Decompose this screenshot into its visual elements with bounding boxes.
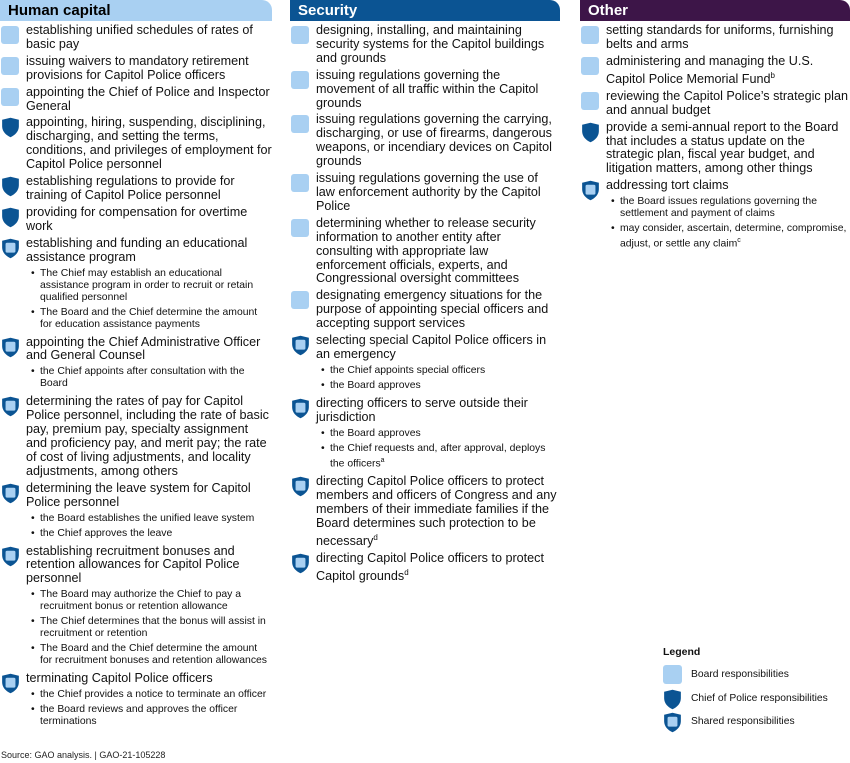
sub-item-text: the Chief appoints after consultation with the Board <box>40 366 245 390</box>
responsibility-text <box>26 24 272 52</box>
responsibility-text <box>316 69 560 111</box>
sub-item <box>26 513 272 525</box>
responsibility-item <box>290 172 560 214</box>
responsibility-text <box>316 552 560 584</box>
shared-shield-icon <box>291 335 310 356</box>
responsibility-text-body: determining the rates of pay for Capitol Police personnel, including the rate of basic pay, premium pay, specialty assignment and proficiency pay, and merit pay; the rate of cost of living adjustments, and locality adjustments, among others <box>26 394 269 478</box>
responsibility-item <box>290 217 560 287</box>
responsibility-text-body: issuing regulations governing the use of law enforcement authority by the Capitol Police <box>316 171 541 213</box>
sub-item-text: The Chief may establish an educational assistance program in order to recruit or retain qualified personnel <box>40 267 254 303</box>
sub-item-list <box>26 513 272 540</box>
responsibility-text-body: issuing waivers to mandatory retirement provisions for Capitol Police officers <box>26 53 249 82</box>
responsibility-text <box>316 397 560 425</box>
responsibility-text-body: providing for compensation for overtime work <box>26 204 248 233</box>
responsibility-item <box>0 336 272 391</box>
responsibility-text-body: reviewing the Capitol Police’s strategic plan and annual budget <box>606 88 848 117</box>
shared-shield-icon <box>1 238 20 259</box>
responsibility-text-body: directing Capitol Police officers to protect members and officers of Congress and any members of their immediate families if the Board determines such protection to be necessary <box>316 474 557 548</box>
responsibility-text <box>606 24 850 52</box>
sub-item-list <box>316 428 560 470</box>
sub-item <box>26 528 272 540</box>
sub-item-text: the Board reviews and approves the officer terminations <box>40 704 238 728</box>
sub-item-text: the Board approves <box>330 379 421 391</box>
footnote-marker: b <box>770 70 775 80</box>
responsibility-item <box>290 113 560 169</box>
responsibility-item <box>290 397 560 470</box>
legend <box>663 646 848 736</box>
sub-item-text: the Chief approves the leave <box>40 527 173 539</box>
board-square-icon <box>581 57 599 75</box>
sub-item-list <box>26 366 272 390</box>
responsibility-text <box>316 334 560 362</box>
legend-row-board <box>663 665 848 689</box>
responsibility-text-body: addressing tort claims <box>606 178 729 193</box>
responsibility-text <box>26 336 272 364</box>
responsibility-item <box>290 552 560 584</box>
board-square-icon <box>1 88 19 106</box>
shared-shield-icon <box>1 337 20 358</box>
responsibility-text <box>316 172 560 214</box>
responsibility-text <box>26 116 272 172</box>
sub-item-list <box>316 365 560 392</box>
sub-item <box>316 365 560 377</box>
responsibility-item <box>0 116 272 172</box>
responsibility-text <box>606 179 850 193</box>
responsibility-item <box>0 86 272 114</box>
responsibility-text-body: establishing regulations to provide for training of Capitol Police personnel <box>26 174 235 202</box>
responsibility-text-body: administering and managing the U.S. Capitol Police Memorial Fund <box>606 53 814 86</box>
responsibility-item <box>290 475 560 549</box>
responsibility-text <box>316 289 560 331</box>
chief-shield-icon <box>1 176 20 197</box>
chief-shield-icon <box>1 117 20 138</box>
responsibility-text <box>26 175 272 203</box>
shared-shield-icon <box>663 712 682 738</box>
board-square-icon <box>291 71 309 89</box>
sub-item <box>26 616 272 640</box>
responsibility-text <box>316 113 560 169</box>
sub-item-text: The Board and the Chief determine the amount for recruitment bonuses and retention allowances <box>40 643 267 667</box>
column-header-security: Security <box>290 0 560 21</box>
responsibility-item <box>0 175 272 203</box>
board-square-icon <box>581 26 599 44</box>
sub-item <box>26 689 272 701</box>
responsibility-text <box>606 121 850 177</box>
responsibility-item <box>290 334 560 392</box>
footnote-marker: d <box>373 532 378 542</box>
responsibility-text <box>26 672 272 686</box>
sub-item-text: the Board establishes the unified leave system <box>40 512 255 524</box>
column-other <box>580 0 850 256</box>
legend-row-chief <box>663 689 848 713</box>
legend-label-shared: Shared responsibilities <box>691 716 795 727</box>
responsibility-text-body: establishing unified schedules of rates of basic pay <box>26 23 253 51</box>
sub-item <box>316 443 560 470</box>
responsibility-item <box>0 55 272 83</box>
responsibility-item <box>290 24 560 66</box>
legend-label-board: Board responsibilities <box>691 669 789 680</box>
legend-label-chief: Chief of Police responsibilities <box>691 692 828 704</box>
responsibility-text <box>26 395 272 478</box>
responsibility-item <box>0 545 272 668</box>
legend-title: Legend <box>663 646 701 658</box>
column-header-human-capital: Human capital <box>0 0 272 21</box>
sub-item <box>606 196 850 220</box>
shared-shield-icon <box>1 673 20 694</box>
sub-item <box>26 307 272 331</box>
board-square-icon <box>663 665 682 684</box>
responsibility-item <box>290 69 560 111</box>
responsibility-text <box>26 206 272 234</box>
responsibility-item <box>290 289 560 331</box>
responsibility-text <box>26 86 272 114</box>
board-square-icon <box>581 92 599 110</box>
sub-item <box>316 428 560 440</box>
sub-item-text: the Board issues regulations governing the settlement and payment of claims <box>620 196 817 220</box>
responsibility-text-body: terminating Capitol Police officers <box>26 671 213 686</box>
footnote-marker: a <box>380 456 385 464</box>
responsibility-text-body: establishing and funding an educational assistance program <box>26 235 248 264</box>
board-square-icon <box>1 26 19 44</box>
responsibility-item <box>580 55 850 87</box>
item-list-human-capital <box>0 24 272 728</box>
responsibility-item <box>0 237 272 331</box>
source-note: Source: GAO analysis. | GAO-21-105228 <box>1 750 166 760</box>
column-security <box>290 0 560 587</box>
shared-shield-icon <box>291 553 310 574</box>
footnote-marker: d <box>404 567 409 577</box>
footnote-marker: c <box>737 237 741 245</box>
responsibility-text-body: appointing, hiring, suspending, disciplining, discharging, and setting the terms, conditions, and privileges of employment for Capitol Police personnel <box>26 115 272 172</box>
sub-item <box>26 268 272 304</box>
board-square-icon <box>291 291 309 309</box>
responsibility-text-body: directing Capitol Police officers to protect Capitol grounds <box>316 550 544 583</box>
responsibility-text-body: appointing the Chief Administrative Officer and General Counsel <box>26 334 261 363</box>
responsibility-text-body: provide a semi-annual report to the Board that includes a status update on the strategic plan, fiscal year budget, and litigation matters, among other things <box>606 119 839 176</box>
responsibility-text-body: establishing recruitment bonuses and retention allowances for Capitol Police personnel <box>26 543 240 586</box>
sub-item-list <box>26 268 272 331</box>
chief-shield-icon <box>581 122 600 143</box>
responsibility-item <box>580 121 850 177</box>
responsibility-text-body: setting standards for uniforms, furnishing belts and arms <box>606 23 834 51</box>
responsibility-item <box>580 90 850 118</box>
responsibility-text <box>26 545 272 587</box>
board-square-icon <box>291 26 309 44</box>
sub-item-text: The Board and the Chief determine the amount for education assistance payments <box>40 306 258 330</box>
responsibility-text <box>316 475 560 549</box>
board-square-icon <box>291 115 309 133</box>
responsibility-text-body: designing, installing, and maintaining security systems for the Capitol buildings and grounds <box>316 23 545 65</box>
sub-item-text: the Chief requests and, after approval, deploys the officers <box>330 442 546 470</box>
responsibility-text-body: selecting special Capitol Police officers in an emergency <box>316 333 547 361</box>
sub-item <box>26 643 272 667</box>
chief-shield-icon <box>1 207 20 228</box>
responsibility-text <box>316 24 560 66</box>
column-header-other: Other <box>580 0 850 21</box>
responsibility-item <box>580 24 850 52</box>
responsibility-item <box>0 24 272 52</box>
sub-item-text: the Board approves <box>330 427 421 439</box>
responsibility-text <box>26 55 272 83</box>
responsibility-text-body: determining the leave system for Capitol Police personnel <box>26 480 251 509</box>
shared-shield-icon <box>1 396 20 417</box>
sub-item-list <box>606 196 850 250</box>
responsibility-item <box>580 179 850 250</box>
responsibility-item <box>0 672 272 728</box>
sub-item <box>26 366 272 390</box>
shared-shield-icon <box>1 546 20 567</box>
sub-item-list <box>26 689 272 728</box>
responsibility-text-body: directing officers to serve outside their jurisdiction <box>316 395 528 424</box>
responsibility-item <box>0 482 272 540</box>
sub-item-list <box>26 589 272 667</box>
sub-item-text: the Chief appoints special officers <box>330 364 486 376</box>
sub-item-text: the Chief provides a notice to terminate an officer <box>40 689 267 701</box>
responsibility-text-body: issuing regulations governing the movement of all traffic within the Capitol grounds <box>316 67 539 110</box>
sub-item <box>316 380 560 392</box>
sub-item-text: The Board may authorize the Chief to pay a recruitment bonus or retention allowance <box>40 589 241 613</box>
shared-shield-icon <box>1 483 20 504</box>
sub-item <box>26 589 272 613</box>
responsibility-text-body: determining whether to release security information to another entity after consulting with appropriate law enforcement officials, experts, and Congressional oversight committees <box>316 215 536 286</box>
responsibility-text <box>606 90 850 118</box>
shared-shield-icon <box>291 476 310 497</box>
item-list-security <box>290 24 560 584</box>
responsibility-text <box>606 55 850 87</box>
responsibility-text-body: designating emergency situations for the purpose of appointing special officers and accepting support services <box>316 288 549 331</box>
responsibility-text <box>26 237 272 265</box>
responsibility-text-body: appointing the Chief of Police and Inspector General <box>26 84 270 113</box>
shared-shield-icon <box>581 180 600 201</box>
sub-item-text: The Chief determines that the bonus will assist in recruitment or retention <box>40 616 266 640</box>
board-square-icon <box>291 174 309 192</box>
column-human-capital <box>0 0 272 733</box>
responsibility-text <box>26 482 272 510</box>
sub-item-text: may consider, ascertain, determine, compromise, adjust, or settle any claim <box>620 223 847 250</box>
sub-item <box>26 704 272 728</box>
responsibility-text-body: issuing regulations governing the carrying, discharging, or use of firearms, dangerous weapons, or incendiary devices on Capitol grounds <box>316 112 552 169</box>
legend-row-shared <box>663 712 848 736</box>
responsibility-text <box>316 217 560 287</box>
responsibility-item <box>0 395 272 478</box>
responsibility-item <box>0 206 272 234</box>
board-square-icon <box>291 219 309 237</box>
shared-shield-icon <box>291 398 310 419</box>
board-square-icon <box>1 57 19 75</box>
item-list-other <box>580 24 850 251</box>
chief-shield-icon <box>663 689 682 715</box>
sub-item <box>606 223 850 250</box>
